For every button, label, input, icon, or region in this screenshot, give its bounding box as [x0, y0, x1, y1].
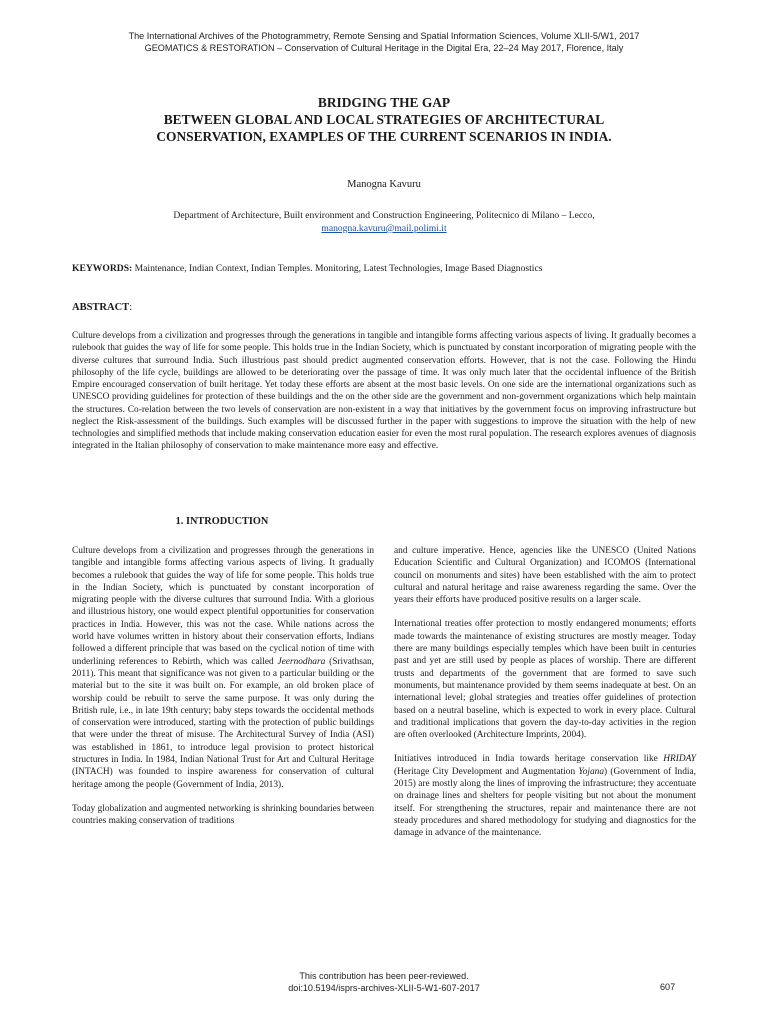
page-footer [60, 970, 708, 994]
intro-p5-italic-1: HRIDAY [663, 754, 696, 765]
title-line-3: CONSERVATION, EXAMPLES OF THE CURRENT SCENARIOS IN INDIA. [156, 129, 612, 144]
intro-paragraph-5 [394, 753, 696, 839]
header-line-2: GEOMATICS & RESTORATION – Conservation of Cultural Heritage in the Digital Era, 22–24 May 2017, Florence, Italy [144, 43, 624, 53]
keywords-text: Maintenance, Indian Context, Indian Temples. Monitoring, Latest Technologies, Image Based Diagnostics [132, 263, 543, 274]
section-heading-introduction: 1. INTRODUCTION [175, 516, 269, 527]
affiliation-dept: Department of Architecture, Built environment and Construction Engineering, Politecnico di Milano – Lecco, [173, 210, 595, 221]
author-email-link[interactable]: manogna.kavuru@mail.polimi.it [321, 223, 447, 234]
intro-p1-text-a: Culture develops from a civilization and progresses through the generations in tangible and intangible forms affecting various aspects of living. It gradually becomes a rulebook that guides the way of life for some people. This holds true in the Indian Society, which is punctuated by constant incorporation of migrating people with the diverse cultures that surround India. With a glorious and illustrious history, one would expect plentiful opportunities for conservation practices in India. However, this was not the case. While nations across the world have volumes written in history about their conservation efforts, Indians followed a different principle that was based on the cyclical notion of time with underlining references to Rebirth, which was called [72, 546, 374, 667]
abstract-heading-colon: : [129, 302, 133, 313]
keywords-label: KEYWORDS: [72, 263, 133, 274]
author-name: Manogna Kavuru [347, 179, 421, 190]
intro-p5-text-b: (Heritage City Development and Augmentation [394, 766, 579, 777]
right-column [394, 545, 696, 852]
intro-p1-italic: Jeernodhara [277, 656, 326, 667]
abstract-heading [72, 302, 132, 313]
intro-p1-text-b: (Srivathsan, 2011). This meant that significance was not given to a particular building or the material but to the site it was built on. For example, an old broken place of worship could be rebuilt to serve the same purpose. It was only during the British rule, i.e., in late 19th century; baby steps towards the occidental methods of conservation were introduced, starting with the protection of public buildings that were under the threat of misuse. The Architectural Survey of India (ASI) was established in 1861, to introduce legal provision to protect historical structures in India. In 1984, Indian National Trust for Art and Cultural Heritage (INTACH) was founded to inspire awareness for conservation of cultural heritage among the people (Government of India, 2013). [72, 656, 374, 790]
running-header [60, 30, 708, 54]
intro-paragraph-1 [72, 545, 374, 791]
footer-doi: doi:10.5194/isprs-archives-XLII-5-W1-607-2017 [288, 983, 480, 993]
affiliation [60, 209, 708, 235]
title-line-2: BETWEEN GLOBAL AND LOCAL STRATEGIES OF ARCHITECTURAL [163, 112, 605, 127]
left-column [72, 545, 374, 840]
title-line-1: BRIDGING THE GAP [317, 95, 451, 110]
footer-peer-review: This contribution has been peer-reviewed. [299, 971, 469, 981]
intro-p5-text-a: Initiatives introduced in India towards heritage conservation like [394, 754, 664, 765]
intro-paragraph-3: and culture imperative. Hence, agencies like the UNESCO (United Nations Education Scientific and Cultural Organization) and ICOMOS (International council on monuments and sites) have been established with the aim to protect cultural and natural heritage and raise awareness regarding the same. Over the years their efforts have produced positive results on a larger scale. [394, 546, 696, 606]
abstract-text: Culture develops from a civilization and progresses through the generations in tangible and intangible forms affecting various aspects of living. It gradually becomes a rulebook that guides the way of life for some people. This holds true in the Indian Society, which is punctuated by constant incorporation of migrating people with the diverse cultures that surround India. Such illustrious past should predict augmented conservation efforts. However, that is not the case. Following the Hindu philosophy of the life cycle, buildings are allowed to be deteriorating over the passage of time. It was only much later that the occidental influence of the British Empire encouraged conservation of built heritage. Yet today these efforts are absent at the most basic levels. On one side are the international organizations such as UNESCO providing guidelines for protection of these buildings and the on the other side are the government and non-government organizations which help maintain the structures. Co-relation between the two levels of conservation are non-existent in a way that initiatives by the government focus on improving infrastructure but neglect the Risk-assessment of the buildings. Such examples will be discussed further in the paper with suggestions to improve the situation with the help of new technologies and simplified methods that include making conservation education easier for even the most rural population. The research explores avenues of diagnosis integrated in the Italian philosophy of conservation to make maintenance more easy and effective. [72, 331, 696, 452]
intro-p5-text-c: ) (Government of India, 2015) are mostly along the lines of improving the infrastructure; they accentuate on drainage lines and shelters for people visiting but not about the monument itself. For strengthening the structures, repair and maintenance there are not steady procedures and shared methodology for studying and diagnostics for the damage in advance of the maintenance. [394, 766, 696, 839]
abstract-heading-label: ABSTRACT [72, 302, 130, 313]
header-line-1: The International Archives of the Photogrammetry, Remote Sensing and Spatial Information Sciences, Volume XLII-5/W1, 2017 [128, 31, 640, 41]
intro-p5-italic-2: Yojana [578, 766, 604, 777]
page-number: 607 [660, 982, 676, 992]
keywords [72, 263, 696, 274]
intro-paragraph-4: International treaties offer protection to mostly endangered monuments; efforts made towards the maintenance of existing structures are mostly meager. Today there are many buildings especially temples which have been built in centuries past and yet are still used by people as places of worship. There are different trusts and departments of the government that are formed to save such monuments, but maintenance provided by them seems inadequate at best. On an international level; global strategies and treaties offer guidelines of protection based on a neutral baseline, which is expected to work in every place. Cultural and traditional implications that govern the day-to-day activities in the region are often overlooked (Architecture Imprints, 2004). [394, 619, 696, 741]
intro-paragraph-2: Today globalization and augmented networking is shrinking boundaries between countries making conservation of traditions [72, 803, 374, 827]
paper-title [60, 94, 708, 145]
